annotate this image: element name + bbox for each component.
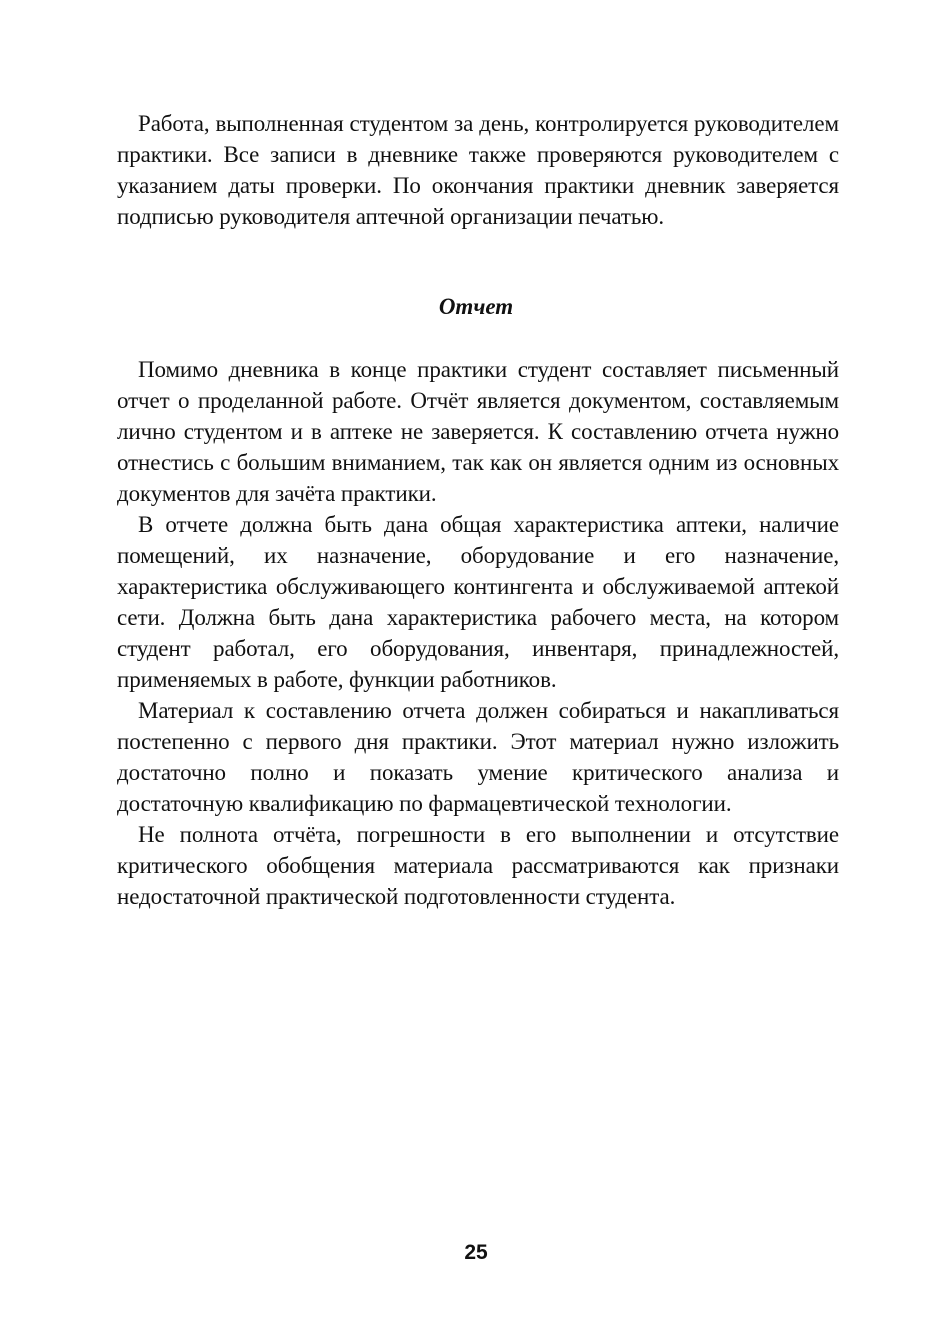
- report-paragraph-4: Не полнота отчёта, погрешности в его выполнении и отсутствие критического обобщения материала рассматриваются как признаки недостаточной практической подготовленности студента.: [117, 822, 839, 909]
- intro-section: [117, 108, 839, 232]
- section-heading: Отчет: [438, 294, 514, 319]
- intro-paragraph: Работа, выполненная студентом за день, контролируется руководителем практики. Все записи в дневнике также проверяются руководителем с указанием даты проверки. По окончания практики дневник заверяется подписью руководителя аптечной организации печатью.: [117, 111, 839, 229]
- report-paragraph-2: В отчете должна быть дана общая характеристика аптеки, наличие помещений, их назначение, оборудование и его назначение, характеристика обслуживающего контингента и обслуживаемой аптекой сети. Должна быть дана характеристика рабочего места, на котором студент работал, его оборудования, инвентаря, принадлежностей, применяемых в работе, функции работников.: [117, 512, 839, 692]
- report-section: [117, 354, 839, 912]
- page-number: 25: [464, 1241, 488, 1264]
- report-paragraph-3: Материал к составлению отчета должен собираться и накапливаться постепенно с первого дня практики. Этот материал нужно изложить достаточно полно и показать умение критического анализа и достаточную квалификацию по фармацевтической технологии.: [117, 698, 839, 816]
- report-paragraph-1: Помимо дневника в конце практики студент составляет письменный отчет о проделанной работе. Отчёт является документом, составляемым лично студентом и в аптеке не заверяется. К составлению отчета нужно отнестись с большим вниманием, так как он является одним из основных документов для зачёта практики.: [117, 357, 839, 506]
